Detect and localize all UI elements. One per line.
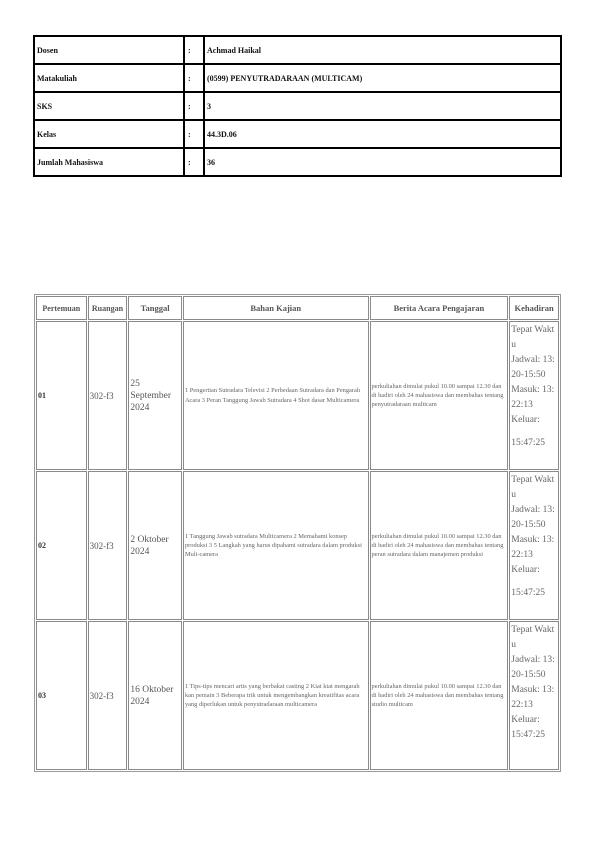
cell-pertemuan: 02 — [36, 471, 87, 620]
cell-berita-acara: perkuliahan dimulai pukul 10.00 sampai 12.30 dan di hadiri oleh 24 mahasiswa dan membahas tentang peran sutradara dalam manajemen produksi — [370, 471, 509, 620]
info-value: 36 — [204, 148, 561, 176]
kehadiran-status: Tepat Waktu — [511, 475, 555, 500]
kehadiran-keluar-label: Keluar: — [511, 715, 540, 725]
info-label: Matakuliah — [34, 64, 184, 92]
cell-tanggal: 16 Oktober 2024 — [128, 621, 182, 770]
info-row-dosen — [34, 36, 561, 64]
info-separator: : — [184, 36, 204, 64]
table-row — [36, 621, 559, 770]
info-separator: : — [184, 120, 204, 148]
header-pertemuan: Pertemuan — [36, 296, 87, 320]
cell-pertemuan: 01 — [36, 321, 87, 470]
header-kehadiran: Kehadiran — [509, 296, 559, 320]
info-label: SKS — [34, 92, 184, 120]
attendance-table — [34, 294, 561, 772]
kehadiran-status: Tepat Waktu — [511, 325, 555, 350]
header-bahan-kajian: Bahan Kajian — [183, 296, 369, 320]
cell-kehadiran — [509, 471, 559, 620]
table-row — [36, 471, 559, 620]
cell-berita-acara: perkuliahan dimulai pukul 10.00 sampai 12.30 dan di hadiri oleh 24 mahasiswa dan membahas tentang penyutradaraan multicam — [370, 321, 509, 470]
cell-kehadiran — [509, 621, 559, 770]
info-label: Jumlah Mahasiswa — [34, 148, 184, 176]
kehadiran-jadwal: Jadwal: 13:20-15:50 — [511, 355, 555, 380]
info-row-kelas — [34, 120, 561, 148]
info-row-sks — [34, 92, 561, 120]
cell-kehadiran — [509, 321, 559, 470]
cell-tanggal: 2 Oktober 2024 — [128, 471, 182, 620]
kehadiran-keluar-time: 15:47:25 — [511, 730, 546, 740]
kehadiran-keluar-label: Keluar: — [511, 415, 540, 425]
kehadiran-masuk: Masuk: 13:22:13 — [511, 385, 555, 410]
cell-ruangan: 302-f3 — [88, 321, 128, 470]
info-value: 44.3D.06 — [204, 120, 561, 148]
info-separator: : — [184, 92, 204, 120]
info-row-jumlah-mahasiswa — [34, 148, 561, 176]
table-row — [36, 321, 559, 470]
cell-tanggal: 25 September 2024 — [128, 321, 182, 470]
kehadiran-masuk: Masuk: 13:22:13 — [511, 535, 555, 560]
header-berita-acara: Berita Acara Pengajaran — [370, 296, 509, 320]
cell-bahan-kajian: 1 Pengertian Sutradara Televisi 2 Perbedaan Sutradara dan Pengarah Acara 3 Peran Tanggung Jawab Sutradara 4 Shot dasar Multicamera — [183, 321, 369, 470]
kehadiran-keluar-time: 15:47:25 — [511, 588, 546, 598]
cell-bahan-kajian: 1 Tanggung Jawab sutradara Multicamera 2 Memahami konsep produksi 3 5 Langkah yang harus dipahami sutradara dalam produksi Muli-camera — [183, 471, 369, 620]
cell-ruangan: 302-f3 — [88, 471, 128, 620]
info-row-matakuliah — [34, 64, 561, 92]
kehadiran-jadwal: Jadwal: 13:20-15:50 — [511, 655, 555, 680]
course-info-table — [33, 35, 562, 177]
info-separator: : — [184, 148, 204, 176]
header-tanggal: Tanggal — [128, 296, 182, 320]
info-value: Achmad Haikal — [204, 36, 561, 64]
cell-pertemuan: 03 — [36, 621, 87, 770]
cell-ruangan: 302-f3 — [88, 621, 128, 770]
header-ruangan: Ruangan — [88, 296, 128, 320]
info-separator: : — [184, 64, 204, 92]
kehadiran-keluar-time: 15:47:25 — [511, 438, 546, 448]
table-header-row — [36, 296, 559, 320]
kehadiran-masuk: Masuk: 13:22:13 — [511, 685, 555, 710]
cell-berita-acara: perkuliahan dimulai pukul 10.00 sampai 12.30 dan di hadiri oleh 24 mahasiswa dan membahas tentang studio multicam — [370, 621, 509, 770]
kehadiran-keluar-label: Keluar: — [511, 565, 540, 575]
cell-bahan-kajian: 1 Tips-tips mencari artis yang berbakat casting 2 Kiat kiat mengarah kan pemain 3 Beberapa trik untuk mengembangkan kreatifitas acara yang diperlukan untuk penyutradaraan multicamera — [183, 621, 369, 770]
info-value: 3 — [204, 92, 561, 120]
info-label: Kelas — [34, 120, 184, 148]
info-label: Dosen — [34, 36, 184, 64]
kehadiran-jadwal: Jadwal: 13:20-15:50 — [511, 505, 555, 530]
info-value: (0599) PENYUTRADARAAN (MULTICAM) — [204, 64, 561, 92]
kehadiran-status: Tepat Waktu — [511, 625, 555, 650]
